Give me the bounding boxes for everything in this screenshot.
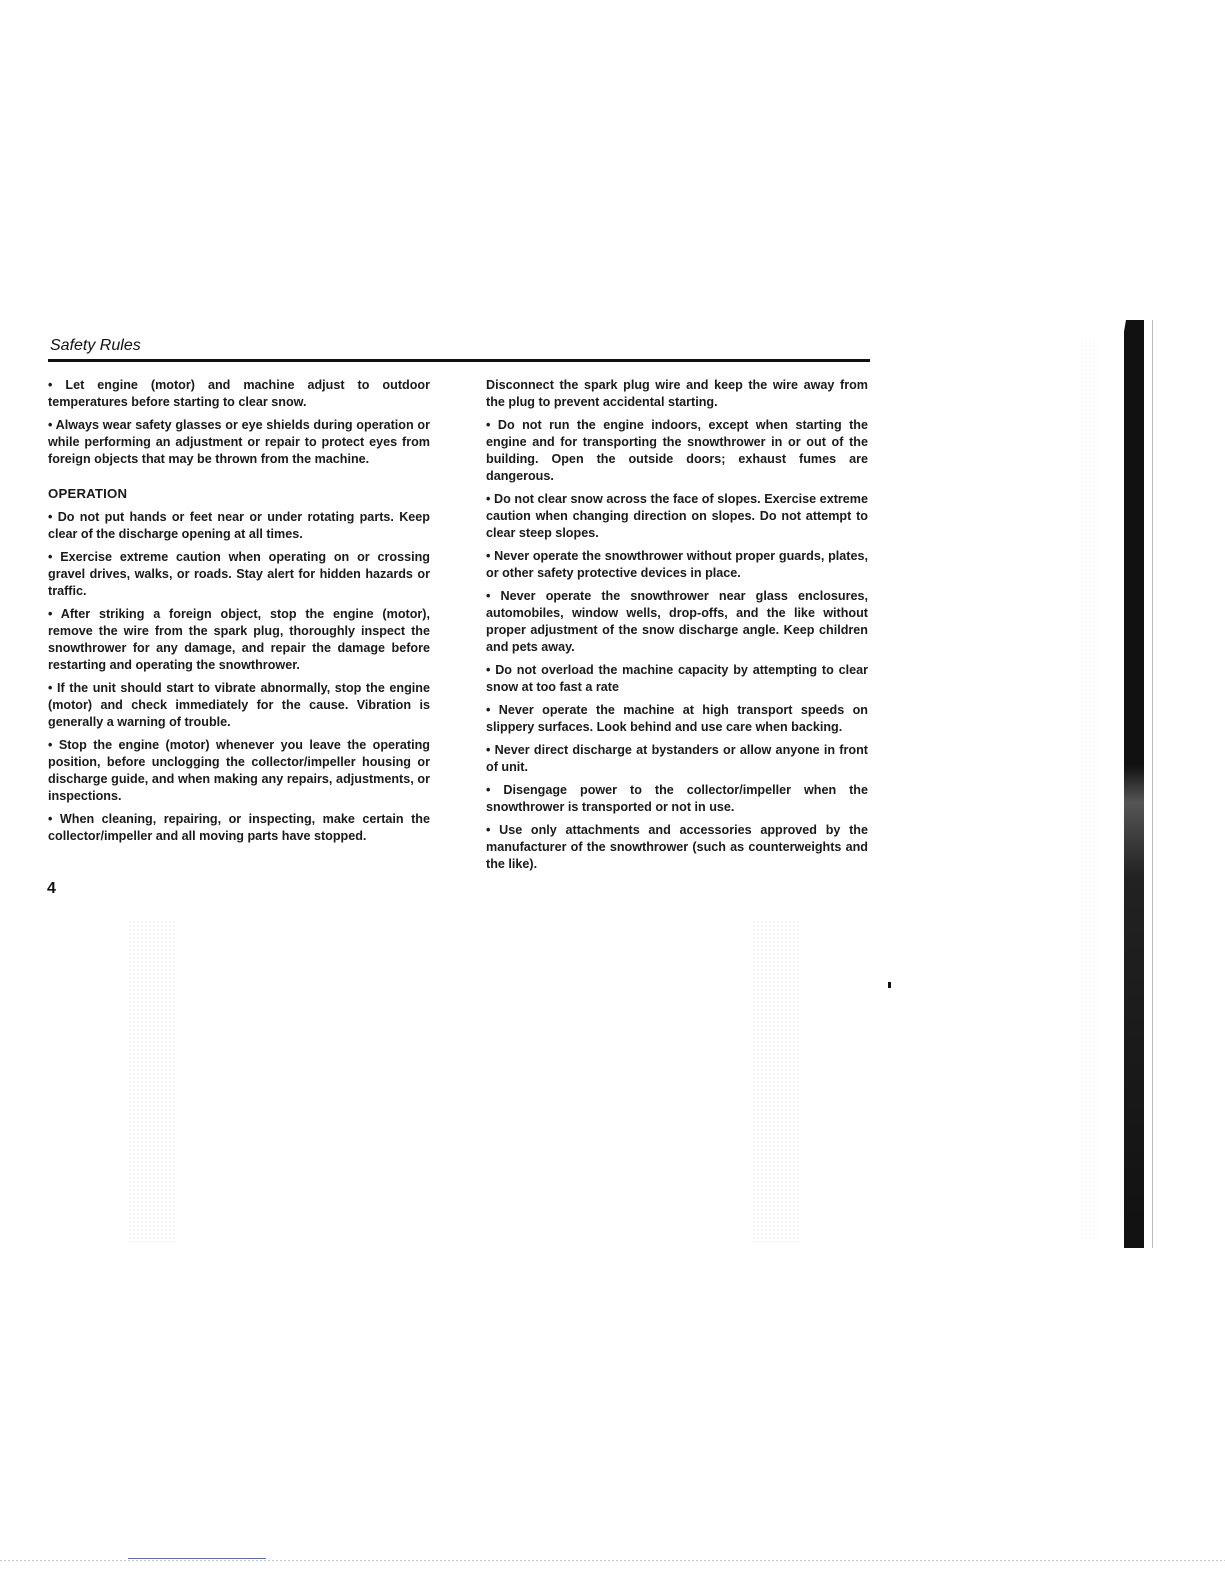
paragraph: • When cleaning, repairing, or inspecting, make certain the collector/impeller and all moving parts have stopped. bbox=[48, 812, 430, 843]
paragraph: • Do not clear snow across the face of slopes. Exercise extreme caution when changing direction on slopes. Do not attempt to clear steep slopes. bbox=[486, 492, 868, 540]
paragraph: • Let engine (motor) and machine adjust to outdoor temperatures before starting to clear snow. bbox=[48, 378, 430, 409]
paragraph: • If the unit should start to vibrate abnormally, stop the engine (motor) and check immediately for the cause. Vibration is generally a warning of trouble. bbox=[48, 681, 430, 729]
paragraph: • After striking a foreign object, stop the engine (motor), remove the wire from the spark plug, thoroughly inspect the snowthrower for any damage, and repair the damage before restarting and operating the snowthrower. bbox=[48, 607, 430, 672]
paragraph: • Never operate the snowthrower near glass enclosures, automobiles, window wells, drop-offs, and the like without proper adjustment of the snow discharge angle. Keep children and pets away. bbox=[486, 589, 868, 654]
paragraph: Disconnect the spark plug wire and keep the wire away from the plug to prevent accidental starting. bbox=[486, 378, 868, 409]
binding-edge-strip bbox=[1124, 320, 1144, 1248]
scan-mark bbox=[888, 982, 891, 988]
left-column bbox=[48, 377, 430, 851]
page-number: 4 bbox=[47, 880, 56, 897]
paragraph: • Always wear safety glasses or eye shields during operation or while performing an adjustment or repair to protect eyes from foreign objects that may be thrown from the machine. bbox=[48, 418, 430, 466]
scan-noise bbox=[128, 920, 176, 1245]
scan-noise bbox=[1080, 340, 1098, 1240]
paragraph: • Do not run the engine indoors, except when starting the engine and for transporting the snowthrower in or out of the building. Open the outside doors; exhaust fumes are dangerous. bbox=[486, 418, 868, 483]
operation-heading: OPERATION bbox=[48, 486, 128, 501]
bottom-underline bbox=[128, 1558, 266, 1559]
paragraph: • Do not put hands or feet near or under rotating parts. Keep clear of the discharge opening at all times. bbox=[48, 510, 430, 541]
paragraph: • Do not overload the machine capacity by attempting to clear snow at too fast a rate bbox=[486, 663, 868, 694]
paragraph: • Never operate the machine at high transport speeds on slippery surfaces. Look behind and use care when backing. bbox=[486, 703, 868, 734]
paragraph: • Never operate the snowthrower without proper guards, plates, or other safety protective devices in place. bbox=[486, 549, 868, 580]
scan-noise bbox=[752, 920, 800, 1245]
right-column bbox=[486, 377, 868, 879]
page-header bbox=[48, 336, 870, 362]
paragraph: • Stop the engine (motor) whenever you leave the operating position, before unclogging the collector/impeller housing or discharge guide, and when making any repairs, adjustments, or inspections. bbox=[48, 738, 430, 803]
paragraph: • Disengage power to the collector/impeller when the snowthrower is transported or not in use. bbox=[486, 783, 868, 814]
paragraph: • Exercise extreme caution when operating on or crossing gravel drives, walks, or roads. Stay alert for hidden hazards or traffic. bbox=[48, 550, 430, 598]
section-title: Safety Rules bbox=[50, 337, 141, 354]
page-edge-line bbox=[1152, 320, 1153, 1248]
paragraph: • Use only attachments and accessories approved by the manufacturer of the snowthrower (such as counterweights and the like). bbox=[486, 823, 868, 871]
paragraph: • Never direct discharge at bystanders or allow anyone in front of unit. bbox=[486, 743, 868, 774]
header-rule bbox=[48, 359, 870, 362]
bottom-dotted-line bbox=[0, 1560, 1225, 1561]
